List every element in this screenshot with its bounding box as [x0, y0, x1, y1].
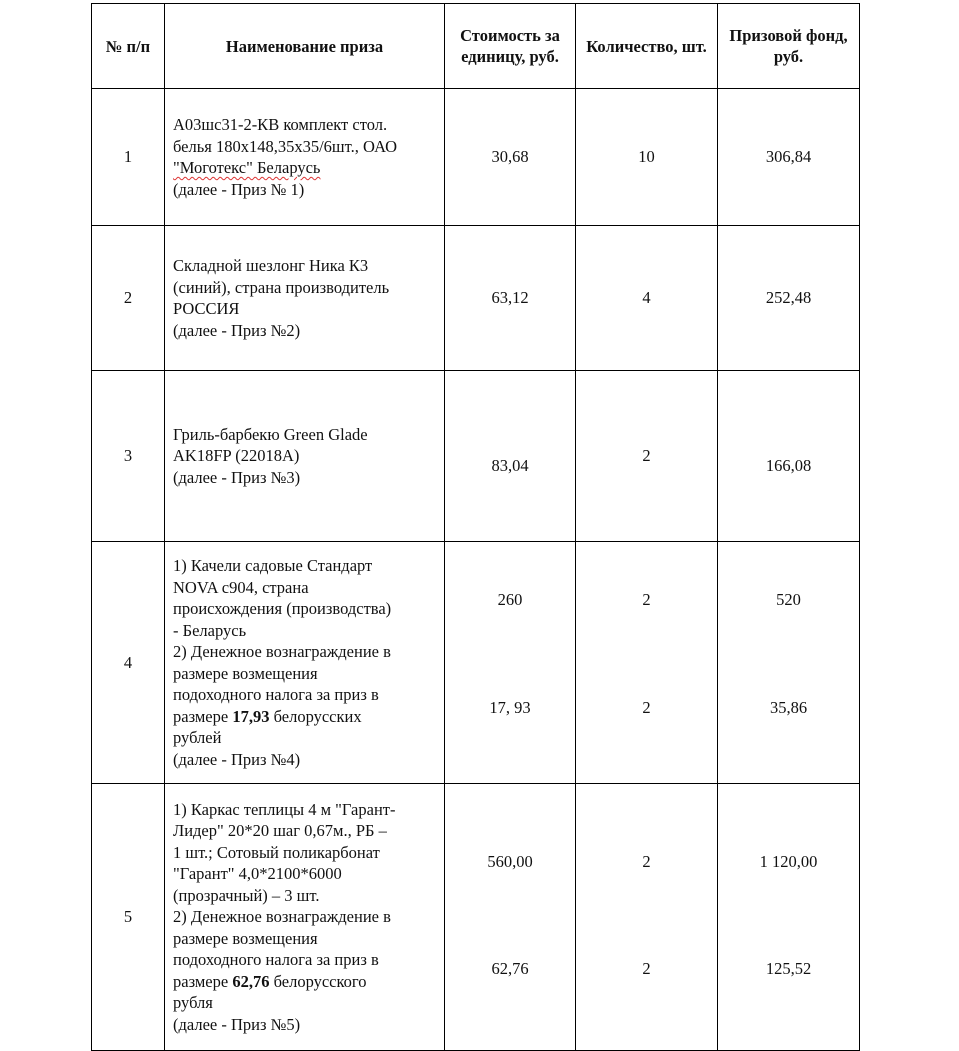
header-num	[92, 4, 165, 89]
prize-name-line: рубля	[173, 993, 213, 1013]
prize-name-line: NOVA с904, страна	[173, 577, 309, 597]
unit-cost: 560,00	[487, 852, 533, 871]
bold-amount: 62,76	[232, 971, 270, 991]
bold-line-prefix: размере	[173, 971, 233, 991]
bold-line-suffix: белорусского	[269, 971, 367, 991]
prize-name-line: (прозрачный) – 3 шт.	[173, 885, 320, 905]
prize-name-line: "Гарант" 4,0*2100*6000	[173, 864, 342, 884]
prize-name-line: размере возмещения	[173, 663, 318, 683]
header-unit-cost	[445, 4, 576, 89]
table-row	[92, 89, 860, 226]
header-unit-cost-label: Стоимость за единицу, руб.	[460, 26, 560, 66]
row-num: 5	[92, 784, 165, 1051]
quantity: 2	[642, 698, 651, 717]
prize-fund-cell	[718, 784, 860, 1051]
prize-name-line: Лидер" 20*20 шаг 0,67м., РБ –	[173, 821, 387, 841]
prize-name-line: Складной шезлонг Ника К3	[173, 256, 369, 275]
header-row	[92, 4, 860, 89]
prize-name-line: рублей	[173, 728, 222, 747]
prize-name	[165, 784, 445, 1051]
header-name	[165, 4, 445, 89]
prize-name-line: подоходного налога за приз в	[173, 950, 379, 970]
header-name-label: Наименование приза	[225, 36, 384, 56]
prize-name-line: 2) Денежное вознаграждение в	[173, 642, 391, 661]
header-fund	[718, 4, 860, 89]
prize-table	[91, 3, 860, 1051]
prize-fund-cell	[718, 542, 860, 784]
prize-name-line: Гриль-барбекю Green Glade	[173, 424, 368, 444]
bold-amount: 17,93	[232, 706, 270, 726]
prize-name	[165, 89, 445, 226]
prize-name-line: AK18FP (22018A)	[173, 446, 300, 466]
header-quantity-label: Количество, шт.	[586, 36, 707, 56]
prize-fund: 306,84	[718, 89, 860, 226]
quantity-cell	[576, 542, 718, 784]
table-row	[92, 226, 860, 371]
row-num: 1	[92, 89, 165, 226]
quantity: 2	[642, 852, 651, 871]
prize-name-line: "Моготекс" Беларусь	[173, 158, 321, 177]
prize-name-line: белья 180х148,35х35/6шт., ОАО	[173, 136, 398, 156]
unit-cost: 260	[497, 590, 523, 609]
prize-name-line: (далее - Приз №5)	[173, 1014, 301, 1034]
quantity-cell	[576, 784, 718, 1051]
unit-cost-cell	[445, 542, 576, 784]
prize-name-line: подоходного налога за приз в	[173, 685, 379, 704]
prize-name-line: размере возмещения	[173, 928, 318, 948]
prize-fund: 1 120,00	[759, 852, 818, 871]
prize-name-line: 2) Денежное вознаграждение в	[173, 907, 391, 927]
unit-cost: 63,12	[445, 226, 576, 371]
prize-fund: 252,48	[718, 226, 860, 371]
table-row	[92, 542, 860, 784]
table-row	[92, 371, 860, 542]
quantity: 10	[576, 89, 718, 226]
prize-name-line: А03шс31-2-КВ комплект стол.	[173, 115, 388, 134]
quantity: 2	[642, 590, 651, 609]
unit-cost: 83,04	[445, 371, 576, 542]
unit-cost: 30,68	[445, 89, 576, 226]
prize-name-line: РОССИЯ	[173, 299, 240, 318]
unit-cost: 17, 93	[489, 698, 531, 717]
header-quantity	[576, 4, 718, 89]
prize-name-line: 1) Каркас теплицы 4 м "Гарант-	[173, 799, 396, 819]
table-row	[92, 784, 860, 1051]
quantity: 2	[576, 371, 718, 542]
quantity: 4	[576, 226, 718, 371]
prize-name	[165, 371, 445, 542]
prize-name-line: (синий), страна производитель	[173, 277, 390, 297]
prize-name	[165, 226, 445, 371]
row-num: 2	[92, 226, 165, 371]
prize-fund: 166,08	[718, 371, 860, 542]
prize-name-line: 1 шт.; Сотовый поликарбонат	[173, 842, 380, 862]
prize-fund: 125,52	[765, 959, 812, 978]
header-fund-label: Призовой фонд, руб.	[729, 26, 848, 66]
prize-name-line	[173, 706, 444, 728]
row-num: 3	[92, 371, 165, 542]
bold-line-prefix: размере	[173, 706, 233, 726]
bold-line-suffix: белорусских	[269, 706, 362, 726]
prize-name-line	[173, 971, 444, 993]
row-num: 4	[92, 542, 165, 784]
prize-name-line: 1) Качели садовые Стандарт	[173, 556, 373, 575]
prize-name-line: (далее - Приз №2)	[173, 320, 301, 340]
prize-fund: 35,86	[769, 698, 808, 717]
quantity: 2	[642, 959, 651, 978]
prize-name-line: (далее - Приз №4)	[173, 749, 301, 769]
prize-name-line: - Беларусь	[173, 620, 247, 640]
unit-cost-cell	[445, 784, 576, 1051]
header-num-label: № п/п	[105, 36, 151, 56]
prize-name	[165, 542, 445, 784]
prize-name-line: происхождения (производства)	[173, 599, 392, 618]
unit-cost: 62,76	[491, 959, 529, 978]
prize-name-line: (далее - Приз №3)	[173, 467, 301, 487]
prize-fund: 520	[776, 590, 801, 609]
prize-name-line: (далее - Приз № 1)	[173, 179, 305, 199]
